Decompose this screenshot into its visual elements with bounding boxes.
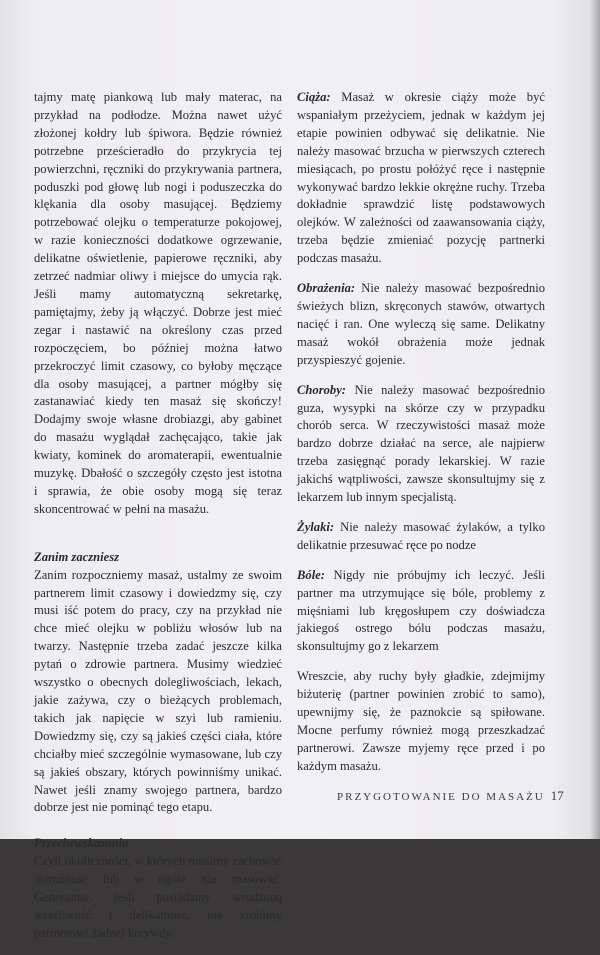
page-footer [337,788,577,804]
term-label: Bóle: [297,567,325,582]
left-column [34,89,282,955]
term-description: Nie należy masować żylaków, a tylko delikatnie przesuwać ręce po nodze [297,519,545,552]
term-description: Nie należy masować bezpośrednio guza, wysypki na skórze czy w przypadku chorób serca. W rzeczywistości masaż może bardzo dobrze działać na serce, ale najpierw trzeba zasięgnąć porady lekarskiej. W razie jakichś wątpliwości, zawsze skonsultujmy się z lekarzem lub innym specjalistą. [297,382,545,505]
section-heading-zanim-zaczniesz: Zanim zaczniesz [34,549,120,564]
section-heading-przeciwwskazania: Przeciwwskazania [34,836,129,851]
contraindication-item-choroby [297,382,545,507]
term-label: Ciąża: [297,90,331,104]
contraindication-item-zylaki [297,519,545,555]
page-number: 17 [550,788,564,803]
term-label: Żylaki: [297,519,335,534]
term-description: Masaż w okresie ciąży może być wspaniałym przeżyciem, jednak w każdym jej etapie powinien odbywać się delikatnie. Nie należy masować brzucha w pierwszych czterech miesiącach, po prostu połóżyć ręce i następnie wykonywać bardzo lekkie okrężne ruchy. Trzeba dokładnie sprawdzić listę podstawowych olejków. W zależności od zaawansowania ciąży, trzeba będzie zmieniać pozycję partnerki podczas masażu. [297,90,545,266]
term-description: Nigdy nie próbujmy ich leczyć. Jeśli partner ma utrzymujące się bóle, problemy z mięśniami lub kręgosłupem czy doświadcza jakiegoś ostrego bólu podczas masażu, skonsultujmy go z lekarzem [297,567,545,654]
right-column [297,89,545,788]
term-label: Choroby: [297,382,346,397]
contraindication-item-bole [297,567,545,657]
running-title: PRZYGOTOWANIE DO MASAŻU [337,791,545,803]
contraindication-item-obrazenia [297,280,545,370]
term-label: Obrażenia: [297,281,356,296]
section-paragraph-zanim-zaczniesz: Zanim rozpoczniemy masaż, ustalmy ze swoim partnerem limit czasowy i dowiedzmy się, czy musi iść potem do pracy, czy na przykład nie chce mieć olejku w pobliżu włosów lub na twarzy. Następnie trzeba zadać jeszcze kilka pytań o zdrowie partnera. Musimy wiedzieć wszystko o obecnych dolegliwościach, lekach, jakie zażywa, czy o bieżących problemach, takich jak napięcie w szyi lub ramieniu. Dowiedzmy się, czy są jakieś części ciała, które chciałby mieć szczególnie wymasowane, lub czy są jakieś obszary, których powinniśmy unikać. Nawet jeśli znamy swojego partnera, bardzo dobrze jest nie pominąć tego etapu. [34,567,282,815]
section-paragraph-przeciwwskazania: Czyli okoliczności, w których musimy zachować ostrożność lub w ogóle nie masować. Generalnie, jeśli posiadamy wrodzoną wrażliwość i delikatność, nie zrobimy partnerowi żadnej krzywdy. [34,854,282,940]
intro-paragraph: tajmy matę piankową lub mały materac, na przykład na podłodze. Można nawet użyć złożonej kołdry lub śpiwora. Będzie również potrzebne prześcieradło do przykrycia tej powierzchni, ręczniki do przykrywania partnera, poduszki pod głowę lub nogi i poduszeczka do klękania dla osoby masującej. Będziemy potrzebować olejku o temperaturze pokojowej, w razie konieczności dodatkowe ogrzewanie, delikatne oświetlenie, papierowe ręczniki, aby zetrzeć nadmiar oliwy i miejsce do umycia rąk. Jeśli mamy automatyczną sekretarkę, pamiętajmy, żeby ją włączyć. Dobrze jest mieć zegar i nastawić na określony czas przed rozpoczęciem, bo później można łatwo przekroczyć limit czasowy, co byłoby męczące dla osoby masującej, a partner mógłby się zastanawiać kiedy ten masaż się skończy! Dodajmy swoje własne drobiazgi, aby gabinet do masażu wyglądał zachęcająco, takie jak kwiaty, kominek do aromaterapii, ewentualnie muzykę. Dbałość o szczegóły często jest istotna i sprawia, że obie osoby mogą się teraz skoncentrować w pełni na masażu. [34,90,282,516]
contraindication-item-ciaza [297,89,545,268]
page-edge-shadow [590,0,600,839]
closing-paragraph: Wreszcie, aby ruchy były gładkie, zdejmijmy biżuterię (partner powinien zrobić to samo), upewnijmy się, że paznokcie są spiłowane. Mocne perfumy również mogą przeszkadzać partnerowi. Zawsze myjemy ręce przed i po każdym masażu. [297,669,545,773]
term-description: Nie należy masować bezpośrednio świeżych blizn, skręconych stawów, otwartych nacięć i ran. One wyleczą się same. Delikatny masaż wokół obrażenia może jednak przyspieszyć gojenie. [297,281,545,367]
